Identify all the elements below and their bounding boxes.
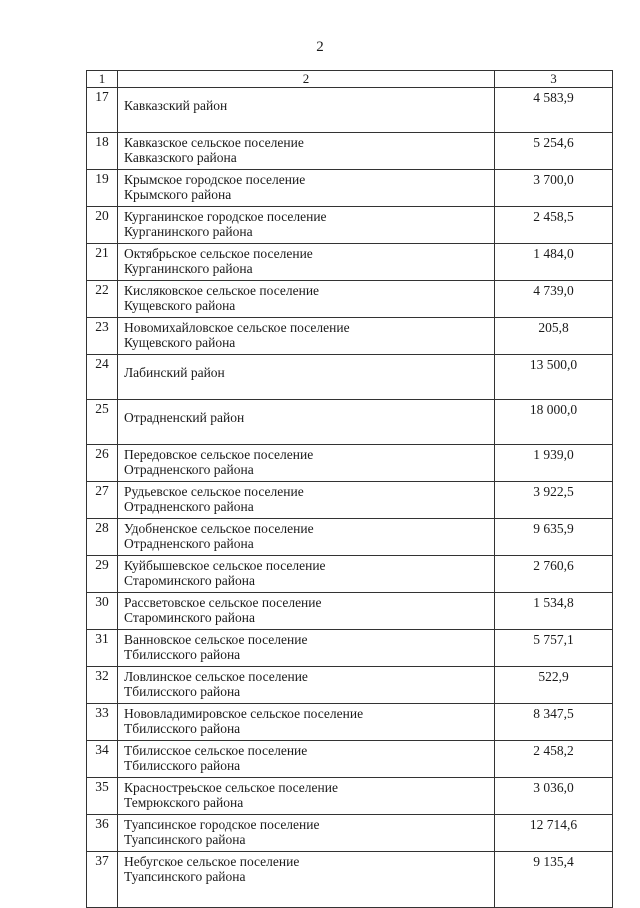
row-name: Рудьевское сельское поселение Отрадненского района	[118, 482, 495, 519]
row-number: 23	[87, 318, 118, 355]
row-name: Удобненское сельское поселение Отрадненского района	[118, 519, 495, 556]
row-number: 36	[87, 815, 118, 852]
row-value: 12 714,6	[495, 815, 613, 852]
table-row	[87, 778, 613, 815]
row-name: Кавказский район	[118, 88, 495, 133]
row-number: 21	[87, 244, 118, 281]
table-row	[87, 630, 613, 667]
row-value: 4 739,0	[495, 281, 613, 318]
table-row	[87, 519, 613, 556]
row-name: Ловлинское сельское поселение Тбилисского района	[118, 667, 495, 704]
row-value: 2 760,6	[495, 556, 613, 593]
row-name: Кисляковское сельское поселение Кущевского района	[118, 281, 495, 318]
row-value: 522,9	[495, 667, 613, 704]
table-row	[87, 556, 613, 593]
row-number: 37	[87, 852, 118, 908]
table-row	[87, 667, 613, 704]
row-name: Новомихайловское сельское поселение Кущевского района	[118, 318, 495, 355]
row-value: 9 635,9	[495, 519, 613, 556]
table-row	[87, 400, 613, 445]
row-name: Ванновское сельское поселение Тбилисского района	[118, 630, 495, 667]
row-name: Отрадненский район	[118, 400, 495, 445]
row-number: 24	[87, 355, 118, 400]
table-body	[87, 88, 613, 908]
row-value: 4 583,9	[495, 88, 613, 133]
table-row	[87, 281, 613, 318]
table-header-row	[87, 71, 613, 88]
row-number: 18	[87, 133, 118, 170]
row-name: Рассветовское сельское поселение Староминского района	[118, 593, 495, 630]
row-number: 31	[87, 630, 118, 667]
row-value: 1 939,0	[495, 445, 613, 482]
row-number: 27	[87, 482, 118, 519]
row-number: 26	[87, 445, 118, 482]
row-name: Крымское городское поселение Крымского района	[118, 170, 495, 207]
row-value: 13 500,0	[495, 355, 613, 400]
row-name: Куйбышевское сельское поселение Староминского района	[118, 556, 495, 593]
row-name: Кавказское сельское поселение Кавказского района	[118, 133, 495, 170]
row-name: Курганинское городское поселение Курганинского района	[118, 207, 495, 244]
row-value: 5 254,6	[495, 133, 613, 170]
header-col-2: 2	[118, 71, 495, 88]
row-value: 8 347,5	[495, 704, 613, 741]
row-name: Лабинский район	[118, 355, 495, 400]
row-number: 29	[87, 556, 118, 593]
row-number: 35	[87, 778, 118, 815]
table-row	[87, 445, 613, 482]
row-name: Туапсинское городское поселение Туапсинского района	[118, 815, 495, 852]
header-col-3: 3	[495, 71, 613, 88]
table-row	[87, 133, 613, 170]
row-value: 5 757,1	[495, 630, 613, 667]
row-name: Тбилисское сельское поселение Тбилисского района	[118, 741, 495, 778]
header-col-1: 1	[87, 71, 118, 88]
row-number: 30	[87, 593, 118, 630]
row-name: Нововладимировское сельское поселение Тбилисского района	[118, 704, 495, 741]
table-row	[87, 815, 613, 852]
table-row	[87, 593, 613, 630]
table-row	[87, 704, 613, 741]
row-value: 3 036,0	[495, 778, 613, 815]
row-value: 3 922,5	[495, 482, 613, 519]
table-row	[87, 852, 613, 908]
row-number: 34	[87, 741, 118, 778]
table-row	[87, 244, 613, 281]
table-row	[87, 170, 613, 207]
allocation-table	[86, 70, 613, 908]
row-number: 19	[87, 170, 118, 207]
row-value: 18 000,0	[495, 400, 613, 445]
row-number: 32	[87, 667, 118, 704]
table-row	[87, 88, 613, 133]
row-number: 17	[87, 88, 118, 133]
row-name: Октябрьское сельское поселение Курганинского района	[118, 244, 495, 281]
row-name: Передовское сельское поселение Отрадненского района	[118, 445, 495, 482]
row-value: 205,8	[495, 318, 613, 355]
row-value: 1 534,8	[495, 593, 613, 630]
row-value: 2 458,2	[495, 741, 613, 778]
row-number: 33	[87, 704, 118, 741]
row-number: 20	[87, 207, 118, 244]
row-value: 2 458,5	[495, 207, 613, 244]
row-value: 1 484,0	[495, 244, 613, 281]
row-number: 22	[87, 281, 118, 318]
table-row	[87, 318, 613, 355]
page-number: 2	[316, 39, 324, 55]
row-name: Красностреьское сельское поселение Темрюкского района	[118, 778, 495, 815]
row-number: 28	[87, 519, 118, 556]
table-row	[87, 355, 613, 400]
row-value: 3 700,0	[495, 170, 613, 207]
row-number: 25	[87, 400, 118, 445]
table-row	[87, 741, 613, 778]
row-name: Небугское сельское поселение Туапсинского района	[118, 852, 495, 908]
table-row	[87, 482, 613, 519]
table-row	[87, 207, 613, 244]
row-value: 9 135,4	[495, 852, 613, 908]
